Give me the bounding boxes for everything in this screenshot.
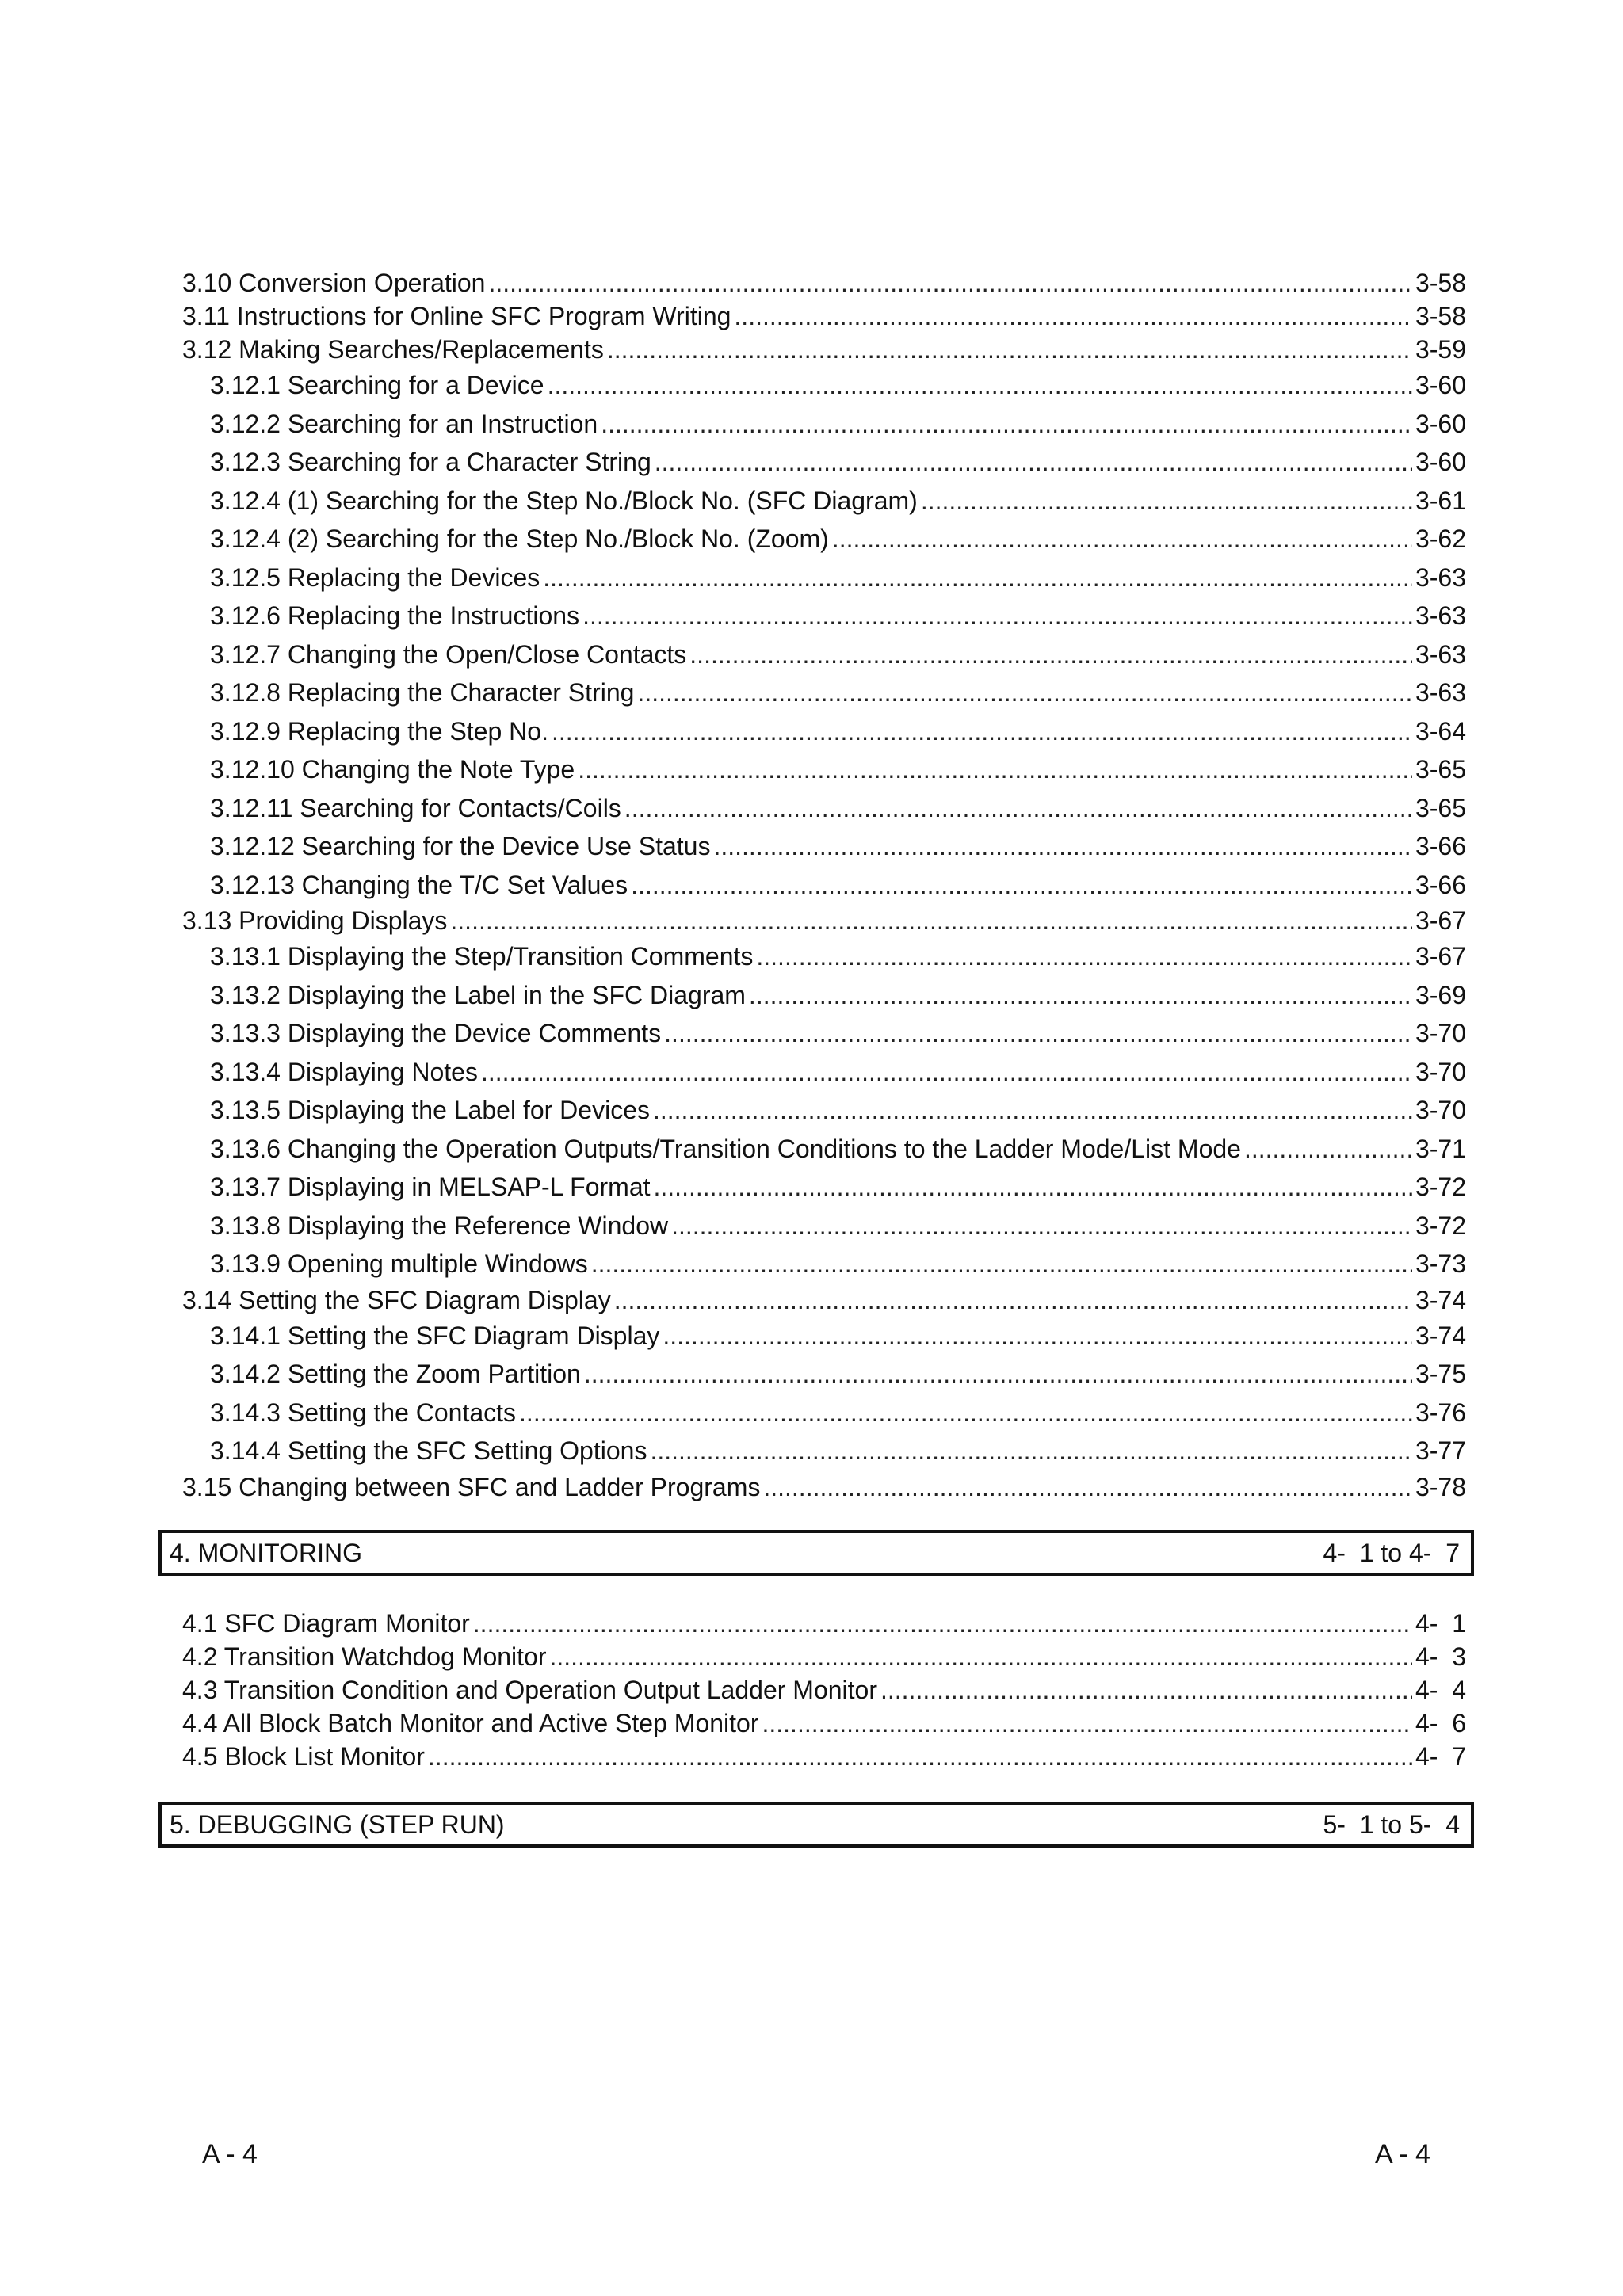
dot-leader (921, 482, 1412, 521)
toc-entry-label: 3.12.2 Searching for an Instruction (210, 409, 598, 438)
toc-entry-label: 3.12 Making Searches/Replacements (182, 335, 604, 364)
dot-leader (650, 1432, 1412, 1470)
toc-entry-page: 3-67 (1415, 942, 1466, 971)
toc-entry-label: 4.1 SFC Diagram Monitor (182, 1609, 470, 1638)
dot-leader (543, 559, 1412, 597)
dot-leader (519, 1394, 1412, 1432)
toc-entry-label: 3.12.11 Searching for Contacts/Coils (210, 793, 621, 822)
dot-leader (549, 1640, 1412, 1673)
dot-leader (664, 1014, 1412, 1053)
dot-leader (584, 1355, 1412, 1394)
toc-entry[interactable] (182, 482, 1466, 521)
dot-leader (601, 405, 1412, 444)
toc-entry-label: 3.13.1 Displaying the Step/Transition Comments (210, 942, 754, 971)
toc-entry-label: 3.12.3 Searching for a Character String (210, 448, 651, 476)
toc-entry-label: 3.12.4 (2) Searching for the Step No./Block No. (Zoom) (210, 524, 829, 553)
toc-entry-page: 3-65 (1415, 793, 1466, 822)
toc-entry-label: 3.13.5 Displaying the Label for Devices (210, 1096, 650, 1124)
dot-leader (756, 937, 1412, 976)
dot-leader (763, 1470, 1412, 1504)
toc-entry-page: 3-62 (1415, 524, 1466, 553)
toc-entry-label: 3.10 Conversion Operation (182, 269, 486, 297)
toc-entry[interactable] (182, 1740, 1466, 1773)
toc-entry-page: 3-70 (1415, 1096, 1466, 1124)
toc-entry[interactable] (182, 750, 1466, 789)
chapter-heading-monitoring (158, 1530, 1474, 1576)
chapter-page-range: 4- 1 to 4- 7 (1323, 1538, 1460, 1567)
toc-entry[interactable] (182, 366, 1466, 405)
toc-entry[interactable] (182, 976, 1466, 1015)
dot-leader (734, 299, 1412, 333)
chapter-page-range: 5- 1 to 5- 4 (1323, 1810, 1460, 1839)
toc-entry-page: 3-70 (1415, 1057, 1466, 1086)
dot-leader (1244, 1130, 1412, 1169)
chapter-title: 4. MONITORING (170, 1538, 362, 1567)
toc-entry-page: 3-63 (1415, 678, 1466, 707)
dot-leader (880, 1673, 1412, 1707)
toc-entry-label: 3.12.1 Searching for a Device (210, 371, 544, 399)
toc-entry-label: 3.13.2 Displaying the Label in the SFC Diagram (210, 980, 746, 1009)
toc-entry-label: 3.13.8 Displaying the Reference Window (210, 1211, 669, 1240)
page-number-right: A - 4 (1375, 2139, 1430, 2169)
dot-leader (671, 1207, 1412, 1245)
toc-entry[interactable] (182, 1091, 1466, 1130)
toc-entry-page: 3-65 (1415, 755, 1466, 784)
toc-entry-page: 4- 1 (1415, 1609, 1466, 1638)
toc-entry-page: 3-70 (1415, 1019, 1466, 1047)
toc-entry-page: 3-73 (1415, 1249, 1466, 1278)
dot-leader (689, 635, 1412, 674)
dot-leader (578, 750, 1412, 789)
toc-entry-label: 3.12.6 Replacing the Instructions (210, 601, 580, 630)
toc-entry-page: 3-63 (1415, 601, 1466, 630)
toc-entry[interactable] (182, 1207, 1466, 1245)
dot-leader (663, 1317, 1412, 1356)
toc-entry[interactable] (182, 904, 1466, 937)
dot-leader (614, 1283, 1412, 1317)
dot-leader (607, 333, 1412, 366)
toc-entry-page: 3-77 (1415, 1436, 1466, 1465)
toc-entry[interactable] (182, 937, 1466, 976)
toc-entry-label: 3.14 Setting the SFC Diagram Display (182, 1285, 611, 1314)
toc-entry-label: 3.13 Providing Displays (182, 906, 448, 935)
toc-entry-label: 3.12.10 Changing the Note Type (210, 755, 575, 784)
dot-leader (624, 789, 1412, 828)
dot-leader (481, 1053, 1412, 1092)
toc-entry-page: 3-69 (1415, 980, 1466, 1009)
toc-entry[interactable] (182, 827, 1466, 866)
dot-leader (762, 1707, 1412, 1740)
toc-entry[interactable] (182, 1168, 1466, 1207)
toc-entry[interactable] (182, 1014, 1466, 1053)
toc-entry[interactable] (182, 712, 1466, 751)
toc-entry-page: 3-66 (1415, 832, 1466, 860)
toc-entry-label: 3.13.4 Displaying Notes (210, 1057, 478, 1086)
toc-entry[interactable] (182, 635, 1466, 674)
toc-entry-page: 3-66 (1415, 870, 1466, 899)
toc-entry-label: 4.2 Transition Watchdog Monitor (182, 1642, 547, 1671)
dot-leader (631, 866, 1412, 905)
toc-entry[interactable] (182, 673, 1466, 712)
toc-entry[interactable] (182, 1432, 1466, 1470)
toc-entry[interactable] (182, 266, 1466, 299)
toc-entry-label: 3.12.8 Replacing the Character String (210, 678, 635, 707)
toc-entry[interactable] (182, 1470, 1466, 1504)
dot-leader (548, 366, 1412, 405)
toc-entry[interactable] (182, 1394, 1466, 1432)
toc-entry-label: 3.15 Changing between SFC and Ladder Programs (182, 1472, 761, 1501)
dot-leader (552, 712, 1412, 751)
toc-entry[interactable] (182, 443, 1466, 482)
toc-entry[interactable] (182, 789, 1466, 828)
toc-entry-label: 3.12.13 Changing the T/C Set Values (210, 870, 628, 899)
toc-entry-label: 3.12.7 Changing the Open/Close Contacts (210, 639, 687, 669)
dot-leader (473, 1607, 1412, 1640)
toc-entry-page: 4- 3 (1415, 1642, 1466, 1671)
toc-entry-page: 3-72 (1415, 1211, 1466, 1240)
toc-entry[interactable] (182, 1283, 1466, 1317)
toc-entry-label: 3.14.2 Setting the Zoom Partition (210, 1360, 581, 1388)
toc-entry-label: 3.13.7 Displaying in MELSAP-L Format (210, 1173, 651, 1201)
toc-entry-label: 3.14.4 Setting the SFC Setting Options (210, 1436, 647, 1465)
toc-entry-label: 3.14.1 Setting the SFC Diagram Display (210, 1321, 660, 1350)
toc-entry[interactable] (182, 1317, 1466, 1356)
dot-leader (832, 520, 1412, 559)
toc-entry[interactable] (182, 866, 1466, 905)
page-number-left: A - 4 (202, 2139, 258, 2169)
toc-entry-page: 3-58 (1415, 269, 1466, 297)
toc-entry-page: 4- 7 (1415, 1742, 1466, 1771)
toc-entry-page: 3-74 (1415, 1285, 1466, 1314)
toc-entry-page: 3-71 (1415, 1134, 1466, 1163)
toc-chapter4 (182, 1607, 1466, 1773)
dot-leader (488, 266, 1412, 299)
toc-entry-label: 3.11 Instructions for Online SFC Program Writing (182, 302, 731, 330)
toc-entry-label: 4.4 All Block Batch Monitor and Active Step Monitor (182, 1709, 759, 1737)
dot-leader (582, 597, 1412, 635)
toc-entry[interactable] (182, 1130, 1466, 1169)
toc-entry-label: 3.13.3 Displaying the Device Comments (210, 1019, 662, 1047)
toc-entry-label: 3.12.4 (1) Searching for the Step No./Block No. (SFC Diagram) (210, 486, 918, 515)
chapter-title: 5. DEBUGGING (STEP RUN) (170, 1810, 505, 1839)
toc-entry[interactable] (182, 405, 1466, 444)
toc-entry-page: 3-63 (1415, 563, 1466, 592)
toc-entry-label: 3.14.3 Setting the Contacts (210, 1398, 517, 1427)
dot-leader (428, 1740, 1412, 1773)
toc-entry[interactable] (182, 1640, 1466, 1673)
toc-entry[interactable] (182, 1673, 1466, 1707)
dot-leader (591, 1245, 1412, 1283)
toc-entry-page: 3-72 (1415, 1173, 1466, 1201)
toc-entry-page: 3-76 (1415, 1398, 1466, 1427)
toc-entry-page: 3-59 (1415, 335, 1466, 364)
toc-entry-page: 3-58 (1415, 302, 1466, 330)
toc-entry[interactable] (182, 597, 1466, 635)
dot-leader (450, 904, 1412, 937)
toc-entry[interactable] (182, 1607, 1466, 1640)
toc-entry-page: 3-60 (1415, 448, 1466, 476)
toc-entry-label: 3.12.12 Searching for the Device Use Status (210, 832, 711, 860)
toc-entry[interactable] (182, 299, 1466, 333)
dot-leader (749, 976, 1412, 1015)
toc-entry-label: 3.13.9 Opening multiple Windows (210, 1249, 588, 1278)
toc-entry-page: 3-63 (1415, 639, 1466, 669)
toc-entry-page: 4- 4 (1415, 1676, 1466, 1704)
dot-leader (713, 827, 1412, 866)
toc-entry-page: 3-64 (1415, 716, 1466, 746)
toc-entry-page: 4- 6 (1415, 1709, 1466, 1737)
toc-entry-label: 4.5 Block List Monitor (182, 1742, 425, 1771)
toc-entry-label: 3.12.5 Replacing the Devices (210, 563, 540, 592)
toc-entry-label: 3.13.6 Changing the Operation Outputs/Transition Conditions to the Ladder Mode/List Mode (210, 1134, 1241, 1163)
toc-entry[interactable] (182, 1245, 1466, 1283)
dot-leader (637, 673, 1412, 712)
toc-entry-label: 3.12.9 Replacing the Step No. (210, 716, 548, 746)
toc-entry[interactable] (182, 1707, 1466, 1740)
toc-entry-page: 3-78 (1415, 1472, 1466, 1501)
chapter-heading-debugging (158, 1802, 1474, 1848)
toc-entry[interactable] (182, 520, 1466, 559)
toc-entry-page: 3-75 (1415, 1360, 1466, 1388)
toc-entry[interactable] (182, 559, 1466, 597)
toc-entry-page: 3-67 (1415, 906, 1466, 935)
toc-entry[interactable] (182, 1053, 1466, 1092)
toc-entry-page: 3-74 (1415, 1321, 1466, 1350)
dot-leader (655, 443, 1412, 482)
toc-entry[interactable] (182, 333, 1466, 366)
toc-entry[interactable] (182, 1355, 1466, 1394)
toc-chapter3 (182, 266, 1466, 1504)
toc-entry-page: 3-60 (1415, 371, 1466, 399)
toc-entry-label: 4.3 Transition Condition and Operation Output Ladder Monitor (182, 1676, 877, 1704)
dot-leader (653, 1091, 1412, 1130)
toc-entry-page: 3-60 (1415, 409, 1466, 438)
toc-entry-page: 3-61 (1415, 486, 1466, 515)
dot-leader (654, 1168, 1413, 1207)
